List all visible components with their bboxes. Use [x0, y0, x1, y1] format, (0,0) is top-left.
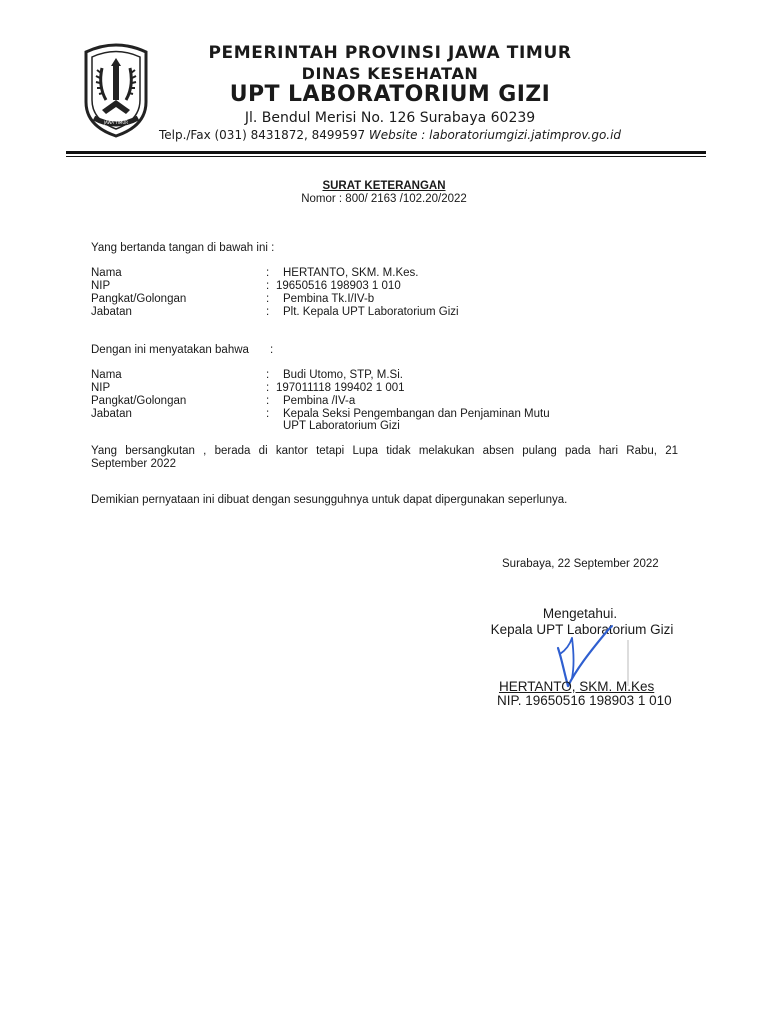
- statement-intro-text: Dengan ini menyatakan bahwa: [91, 344, 249, 356]
- signer-name-label: Nama: [91, 267, 122, 279]
- signer-name: HERTANTO, SKM. M.Kes: [499, 679, 655, 694]
- subject-position-label: Jabatan: [91, 408, 132, 420]
- letter-title: SURAT KETERANGAN: [322, 180, 446, 192]
- subject-position-value-line2: UPT Laboratorium Gizi: [283, 420, 400, 432]
- signer-title: Kepala UPT Laboratorium Gizi: [490, 622, 674, 637]
- signer-nip: NIP. 19650516 198903 1 010: [497, 693, 672, 708]
- subject-nip-value: 197011118 199402 1 001: [276, 382, 405, 394]
- signer-name-value: HERTANTO, SKM. M.Kes.: [283, 267, 419, 279]
- subject-name-value: Budi Utomo, STP, M.Si.: [283, 369, 403, 381]
- signer-position-value: Plt. Kepala UPT Laboratorium Gizi: [283, 306, 459, 318]
- subject-position-value-line1: Kepala Seksi Pengembangan dan Penjaminan Mutu: [283, 408, 550, 420]
- subject-rank-label: Pangkat/Golongan: [91, 395, 187, 407]
- letterhead-government-line: PEMERINTAH PROVINSI JAWA TIMUR: [208, 43, 572, 63]
- svg-text:JAWA TIMUR: JAWA TIMUR: [103, 120, 129, 125]
- subject-position-colon: :: [266, 408, 270, 420]
- letterhead-website: Website : laboratoriumgizi.jatimprov.go.id: [368, 128, 622, 142]
- letterhead-address: Jl. Bendul Merisi No. 126 Surabaya 60239: [244, 110, 536, 126]
- place-date: Surabaya, 22 September 2022: [502, 558, 659, 570]
- subject-rank-value: Pembina /IV-a: [283, 395, 356, 407]
- signer-rank-label: Pangkat/Golongan: [91, 293, 187, 305]
- letterhead-agency-line: DINAS KESEHATAN: [301, 64, 479, 83]
- intro-text: Yang bertanda tangan di bawah ini :: [91, 242, 275, 254]
- statement-intro-colon: :: [270, 344, 274, 356]
- signer-name-colon: :: [266, 267, 270, 279]
- letterhead-divider-thin: [66, 156, 706, 157]
- signer-position-colon: :: [266, 306, 270, 318]
- subject-nip-label: NIP: [91, 382, 111, 394]
- body-paragraph-line1: Yang bersangkutan , berada di kantor tetapi Lupa tidak melakukan absen pulang pada hari Rabu, 21: [91, 445, 678, 457]
- subject-name-label: Nama: [91, 369, 122, 381]
- signer-rank-colon: :: [266, 293, 270, 305]
- subject-rank-colon: :: [266, 395, 270, 407]
- signer-nip-label: NIP: [91, 280, 111, 292]
- subject-name-colon: :: [266, 369, 270, 381]
- letter-number: Nomor : 800/ 2163 /102.20/2022: [301, 193, 467, 205]
- signer-nip-value: 19650516 198903 1 010: [276, 280, 401, 292]
- signer-position-label: Jabatan: [91, 306, 132, 318]
- letterhead-contact: [150, 128, 630, 142]
- signer-rank-value: Pembina Tk.I/IV-b: [283, 293, 375, 305]
- subject-nip-colon: :: [266, 382, 270, 394]
- acknowledged-label: Mengetahui.: [542, 606, 618, 621]
- letterhead-phone-fax: Telp./Fax (031) 8431872, 8499597: [158, 128, 366, 142]
- body-paragraph-line2: September 2022: [91, 458, 177, 470]
- signer-nip-colon: :: [266, 280, 270, 292]
- closing-paragraph: Demikian pernyataan ini dibuat dengan sesungguhnya untuk dapat dipergunakan seperlunya.: [91, 494, 568, 506]
- province-emblem-logo: [80, 42, 152, 138]
- letterhead-institution-name: UPT LABORATORIUM GIZI: [229, 82, 551, 107]
- letterhead-divider-thick: [66, 151, 706, 154]
